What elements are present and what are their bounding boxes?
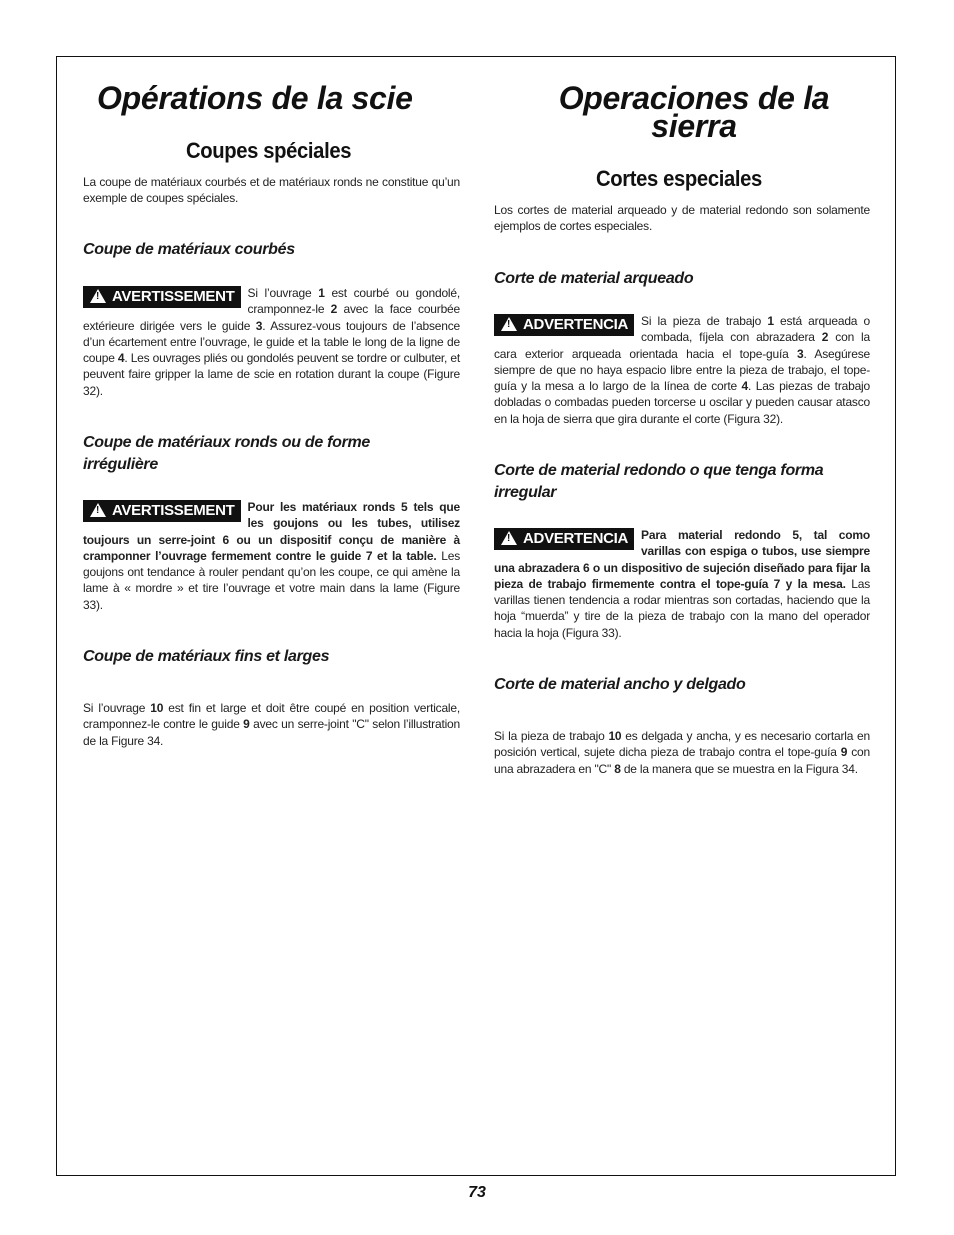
warning-triangle-icon xyxy=(501,317,517,331)
warning-text-fr-1: !AVERTISSEMENT Si l’ouvrage 1 est courbé ou gondolé, cramponnez-le 2 avec la face courbée extérieure dirigée vers le guide 3. Assurez-vous toujours de l’absence d’un écartement entre l’ouvrage, le guide et la table le long de la ligne de coupe 4. Les ouvrages pliés ou gondolés peuvent se tordre or culbuter, et peuvent faire gripper la lame de scie en rotation durant la coupe (Figure 32). xyxy=(83,285,460,399)
warning-badge-fr-2: !AVERTISSEMENT xyxy=(83,500,241,522)
paragraph-es-3: Si la pieza de trabajo 10 es delgada y ancha, y es necesario cortarla en posición vertical, sujete dicha pieza de trabajo contra el tope-guía 9 con una abrazadera en "C" 8 de la manera que se muestra en la Figura 34. xyxy=(494,729,870,776)
warning-badge-es-1: !ADVERTENCIA xyxy=(494,314,634,336)
page-number: 73 xyxy=(468,1184,486,1201)
page-title-fr: Opérations de la scie xyxy=(97,80,413,116)
subsection-title-fr-2: Coupe de matériaux ronds ou de forme irrégulière xyxy=(83,434,371,473)
warning-triangle-icon xyxy=(90,289,106,303)
subsection-title-es-3: Corte de material ancho y delgado xyxy=(494,676,746,693)
warning-text-fr-2: !AVERTISSEMENT Pour les matériaux ronds 5 tels que les goujons ou les tubes, utilisez toujours un serre-joint 6 ou un dispositif conçu de manière à cramponner l’ouvrage fermement contre le guide 7 et la table. Les goujons ont tendance à rouler pendant qu’on les coupe, ce qui amène la lame à « mordre » et tire l’ouvrage et votre main dans la lame (Figure 33). xyxy=(83,499,460,613)
warning-block-fr-2 xyxy=(83,499,460,613)
subsection-title-es-2: Corte de material redondo o que tenga forma irregular xyxy=(494,462,824,501)
page-title-es: Operaciones de la sierra xyxy=(558,80,830,144)
warning-block-es-1 xyxy=(494,313,870,427)
subsection-title-fr-1: Coupe de matériaux courbés xyxy=(83,241,295,258)
warning-block-fr-1 xyxy=(83,285,460,399)
paragraph-fr-3: Si l’ouvrage 10 est fin et large et doit être coupé en position verticale, cramponnez-le contre le guide 9 avec un serre-joint "C" selon l’illustration de la Figure 34. xyxy=(83,701,461,748)
intro-paragraph-fr: La coupe de matériaux courbés et de matériaux ronds ne constitue qu’un exemple de coupes spéciales. xyxy=(83,175,460,206)
warning-text-es-2: !ADVERTENCIA Para material redondo 5, tal como varillas con espiga o tubos, use siempre una abrazadera 6 o un dispositivo de sujeción diseñado para fijar la pieza de trabajo firmemente contra el tope-guía 7 y la mesa. Las varillas tienen tendencia a rodar mientras son cortadas, haciendo que la hoja “muerda” y tire de la pieza de trabajo con la mano del operador hacia la hoja (Figura 33). xyxy=(494,527,870,641)
section-heading-fr: Coupes spéciales xyxy=(186,138,352,163)
subsection-title-fr-3: Coupe de matériaux fins et larges xyxy=(83,648,330,665)
warning-badge-fr-1: !AVERTISSEMENT xyxy=(83,286,241,308)
warning-triangle-icon xyxy=(90,503,106,517)
warning-text-es-1: !ADVERTENCIA Si la pieza de trabajo 1 está arqueada o combada, fíjela con abrazadera 2 con la cara exterior arqueada orientada hacia el tope-guía 3. Asegúrese siempre de que no haya espacio libre entre la pieza de trabajo, el tope-guía y la mesa a lo largo de la línea de corte 4. Las piezas de trabajo dobladas o combadas pueden torcerse u oscilar y pueden causar atasco en la hoja de sierra que gira durante el corte (Figura 32). xyxy=(494,313,870,427)
subsection-title-es-1: Corte de material arqueado xyxy=(494,270,694,287)
warning-triangle-icon xyxy=(501,531,517,545)
intro-paragraph-es: Los cortes de material arqueado y de material redondo son solamente ejemplos de cortes especiales. xyxy=(494,203,870,234)
warning-badge-es-2: !ADVERTENCIA xyxy=(494,528,634,550)
section-heading-es: Cortes especiales xyxy=(596,166,762,191)
warning-block-es-2 xyxy=(494,527,870,641)
